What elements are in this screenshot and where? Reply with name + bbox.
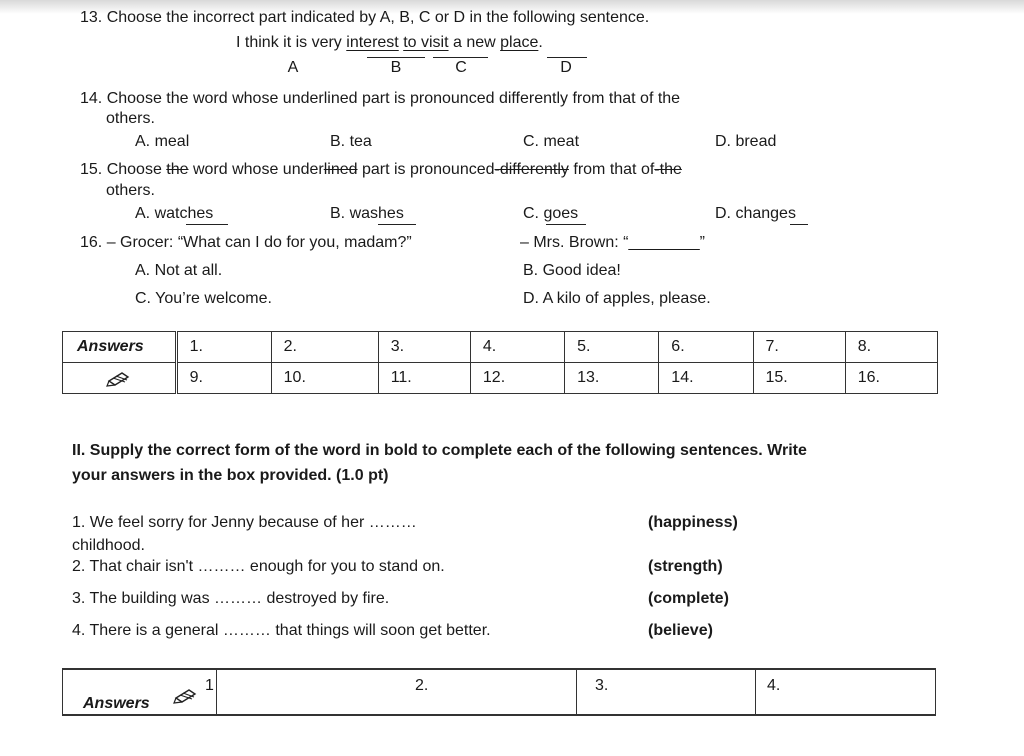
answers-table-1 — [62, 331, 938, 394]
answers-row-1 — [63, 332, 938, 363]
part2-item-1-cont: childhood. — [72, 537, 145, 554]
q14-option-d: D. bread — [715, 133, 777, 150]
answer-cell[interactable]: 1. — [176, 332, 271, 363]
answers2-cell-2[interactable]: 2. — [415, 677, 429, 694]
answer-cell[interactable]: 3. — [378, 332, 470, 363]
q15-option-c: C. goes — [523, 205, 579, 222]
part2-word-3: (complete) — [648, 590, 729, 607]
q13-stem: 13. Choose the incorrect part indicated by A, B, C or D in the following sentence. — [80, 9, 650, 26]
q13-line-d — [547, 57, 587, 58]
q15-underline-d — [790, 224, 808, 225]
answer-cell[interactable]: 5. — [565, 332, 659, 363]
q16-option-c: C. You’re welcome. — [135, 290, 272, 307]
answers2-cell-4[interactable]: 4. — [767, 677, 781, 694]
part2-word-2: (strength) — [648, 558, 723, 575]
q13-sentence: I think it is very interest to visit a new place. — [236, 34, 543, 51]
q13-part-d: place — [500, 34, 539, 51]
q13-part-c: to visit — [403, 34, 449, 51]
part2-word-1: (happiness) — [648, 514, 738, 531]
answer-cell[interactable]: 4. — [470, 332, 564, 363]
q16-option-a: A. Not at all. — [135, 262, 223, 279]
answer-cell[interactable]: 11. — [378, 363, 470, 394]
q14-option-c: C. meat — [523, 133, 580, 150]
part2-item-1: 1. We feel sorry for Jenny because of her ……… — [72, 514, 417, 531]
q15-option-b: B. washes — [330, 205, 404, 222]
answer-cell[interactable]: 9. — [176, 363, 271, 394]
q13-line-b — [367, 57, 425, 58]
pen-icon — [106, 369, 132, 387]
part2-word-4: (believe) — [648, 622, 713, 639]
q16-mrs-brown: – Mrs. Brown: “________” — [520, 234, 705, 251]
q16-option-b: B. Good idea! — [523, 262, 621, 279]
part2-item-3: 3. The building was ……… destroyed by fire. — [72, 590, 390, 607]
q15-stem-cont: others. — [106, 182, 155, 199]
pen-icon — [173, 686, 199, 704]
q15-underline-c — [546, 224, 586, 225]
q16-grocer: 16. – Grocer: “What can I do for you, madam?” — [80, 234, 412, 251]
q16-blank: ________ — [628, 234, 700, 251]
part2-heading-line1: II. Supply the correct form of the word in bold to complete each of the following sentences. Write — [72, 442, 807, 459]
answer-cell[interactable]: 7. — [753, 332, 845, 363]
answers2-cell-3[interactable]: 3. — [595, 677, 609, 694]
answers2-divider — [576, 670, 577, 714]
answer-cell[interactable]: 13. — [565, 363, 659, 394]
part2-item-2: 2. That chair isn't ……… enough for you to stand on. — [72, 558, 445, 575]
part2-item-4: 4. There is a general ……… that things will soon get better. — [72, 622, 491, 639]
answer-cell[interactable]: 15. — [753, 363, 845, 394]
answers2-divider — [216, 670, 217, 714]
q13-letter-b: B — [390, 59, 402, 76]
answers-row-2 — [63, 363, 938, 394]
pen-icon-cell — [63, 363, 177, 394]
q15-stem: 15. Choose the word whose underlined part is pronounced-differently from that of-the — [80, 161, 682, 178]
answer-cell[interactable]: 6. — [659, 332, 753, 363]
q15-underline-a — [186, 224, 228, 225]
q13-part-a: is very — [295, 34, 342, 51]
q13-line-c — [433, 57, 488, 58]
answer-cell[interactable]: 12. — [470, 363, 564, 394]
q14-option-b: B. tea — [330, 133, 372, 150]
q13-part-b: interest — [346, 34, 399, 51]
answers-label: Answers — [63, 332, 177, 363]
q14-stem-cont: others. — [106, 110, 155, 127]
part2-heading-line2: your answers in the box provided. (1.0 pt) — [72, 467, 389, 484]
q14-option-a: A. meal — [135, 133, 190, 150]
answer-cell[interactable]: 2. — [271, 332, 378, 363]
q15-underline-b — [378, 224, 416, 225]
answers2-cell-1[interactable]: 1 — [205, 677, 214, 694]
q14-stem: 14. Choose the word whose underlined part is pronounced differently from that of the — [80, 90, 681, 107]
answer-cell[interactable]: 8. — [845, 332, 937, 363]
answer-cell[interactable]: 10. — [271, 363, 378, 394]
answers2-divider — [755, 670, 756, 714]
answers-table-2 — [62, 668, 936, 716]
q13-letter-d: D — [560, 59, 572, 76]
answers2-label: Answers — [83, 695, 150, 712]
q16-option-d: D. A kilo of apples, please. — [523, 290, 711, 307]
q15-option-a: A. watches — [135, 205, 214, 222]
q13-letter-a: A — [287, 59, 299, 76]
q15-option-d: D. changes — [715, 205, 796, 222]
q13-letter-c: C — [455, 59, 467, 76]
answer-cell[interactable]: 16. — [845, 363, 937, 394]
answer-cell[interactable]: 14. — [659, 363, 753, 394]
